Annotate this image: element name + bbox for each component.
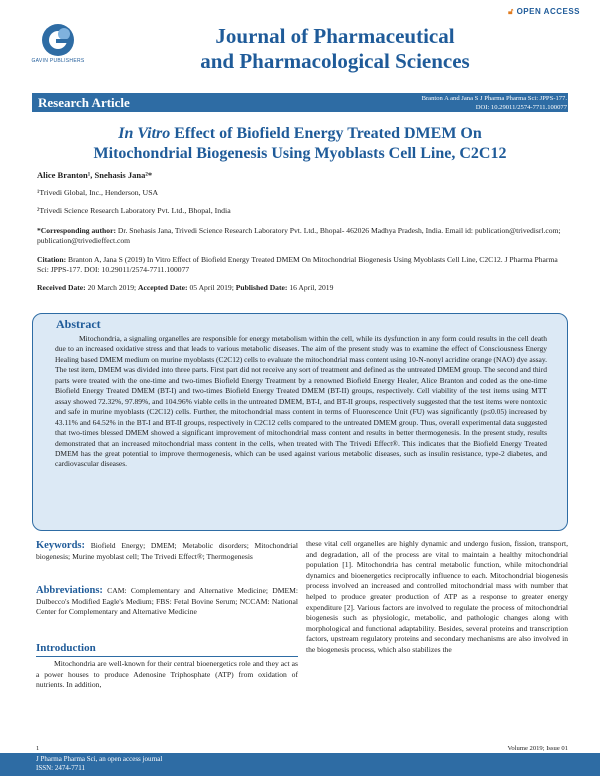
publisher-logo-icon	[18, 20, 98, 72]
introduction-heading: Introduction	[36, 642, 96, 654]
article-type: Research Article	[38, 95, 130, 110]
article-dates: Received Date: 20 March 2019; Accepted Date: 05 April 2019; Published Date: 16 April, 2019	[37, 283, 334, 292]
section-divider	[36, 656, 298, 657]
keywords: Keywords: Biofield Energy; DMEM; Metabolic disorders; Mitochondrial biogenesis; Murine myoblast cell; The Trivedi Effect®; Thermogenesis	[36, 540, 298, 561]
abstract-heading: Abstract	[56, 317, 101, 331]
journal-title: Journal of Pharmaceutical and Pharmacological Sciences	[200, 24, 470, 73]
banner-citation: Branton A and Jana S J Pharma Pharma Sci: JPPS-177. DOI: 10.29011/2574-7711.100077	[421, 95, 567, 111]
open-access-lock-icon: 🔓︎	[508, 7, 514, 16]
abstract-text: Mitochondria, a signaling organelles are responsible for energy metabolism within the cell, while its dysfunction in any form could results in the cell death due to an increased oxidative stress and that leads to various metabolic diseases. The aim of the present study was to examine the effect of Consciousness Energy Healing based DMEM medium on murine myoblasts (C2C12) cells to evaluate the mitochondrial mass content using 10-N-nonyl acridine orange (NAO) dye assay. The test item, DMEM was divided into three parts. First part did not receive any sort of treatment and defined as the untreated DMEM group. The second and third parts were treated with the one-time and two-times Biofield Energy Treatment by a renowned Biofield Energy Healer, Alice Branton and coded as the one-time Biofield Energy Treated DMEM (BT-I) and two-times Biofield Energy Treated DMEM (BT-II) groups, respectively. Cell viability of the test items using MTT assay showed 72.32%, 97.89%, and 104.96% viable cells in the untreated DMEM, BT-I, and BT-II groups, respectively suggested that the test items were nontoxic and safe in murine myoblasts (C2C12) cells. Further, the mitochondrial mass content in terms of Fluorescence Unit (FU) was significantly (p≤0.05) increased by 43.11% and 64.52% in the BT-I and BT-II groups, respectively in C2C12 cells compared to the untreated DMEM group. Thus, overall experimental data suggested that two-times blessed DMEM showed a significant improvement of mitochondrial mass content and results in better thermogenesis. In the present study, results demonstrated that an increased mitochondrial mass content in the cells, when treated with The Trivedi Effect®. This indicates that the Biofield Energy Treated DMEM has the great potential to improve thermogenesis, which can be used against various metabolic diseases, such as insulin resistance, type-2 diabetes, and cardiovascular diseases.	[55, 334, 547, 469]
page-number: 1	[36, 745, 40, 752]
right-column-text: these vital cell organelles are highly dynamic and undergo fusion, fission, transport, and degradation, all of the process are vital to maintain a healthy mitochondrial population [1]. Mitochondria has central metabolic function, while mitochondrial dynamics and bioenergetics reciprocally influence to each. Mitochondrial biogenesis process involved an increased and controlled mitochondrial mass with number that helped to produce greater production of ATP as a response to greater energy expenditure [2]. Various factors are involved to regulate the process of mitochondrial biogenesis such as physiologic, metabolic, and pathologic changes along with morphological and functional adaptability. Besides, several proteins and transcription factors, upstream regulatory proteins and secondary mechanisms are also involved in the biogenesis process, which also stabilizes the	[306, 539, 568, 654]
affiliation-1: ¹Trivedi Global, Inc., Henderson, USA	[37, 188, 159, 197]
article-title: In Vitro Effect of Biofield Energy Treated DMEM On Mitochondrial Biogenesis Using Myoblasts Cell Line, C2C12	[93, 125, 507, 162]
authors: Alice Branton¹, Snehasis Jana²*	[37, 170, 153, 180]
citation: Citation: Branton A, Jana S (2019) In Vitro Effect of Biofield Energy Treated DMEM On Mitochondrial Biogenesis Using Myoblasts Cell Line, C2C12. J Pharma Pharma Sci: JPPS-177. DOI: 10.29011/2574-7711.100077	[37, 255, 558, 274]
corresponding-author: *Corresponding author: Dr. Snehasis Jana, Trivedi Science Research Laboratory Pvt. Ltd., Bhopal- 462026 Madhya Pradesh, India. Email id: publication@trivedisrl.com; publication@trivedieffect.com	[37, 226, 561, 245]
footer-journal: J Pharma Pharma Sci, an open access journal ISSN: 2474-7711	[36, 755, 163, 772]
introduction-text: Mitochondria are well-known for their central bioenergetics role and they act as a power houses to produce Adenosine Triphosphate (ATP) from oxidation of nutrients. In addition,	[36, 659, 298, 690]
affiliation-2: ²Trivedi Science Research Laboratory Pvt. Ltd., Bhopal, India	[37, 206, 231, 215]
volume-issue: Volume 2019; Issue 01	[507, 745, 568, 752]
publisher-name: GAVIN PUBLISHERS	[31, 58, 85, 64]
abbreviations: Abbreviations: CAM: Complementary and Alternative Medicine; DMEM: Dulbecco's Modified Eagle's Medium; FBS: Fetal Bovine Serum; NCCAM: National Center for Complementary and Alternative Medicine	[36, 585, 298, 617]
open-access-badge: 🔓︎ OPEN ACCESS	[508, 7, 580, 16]
